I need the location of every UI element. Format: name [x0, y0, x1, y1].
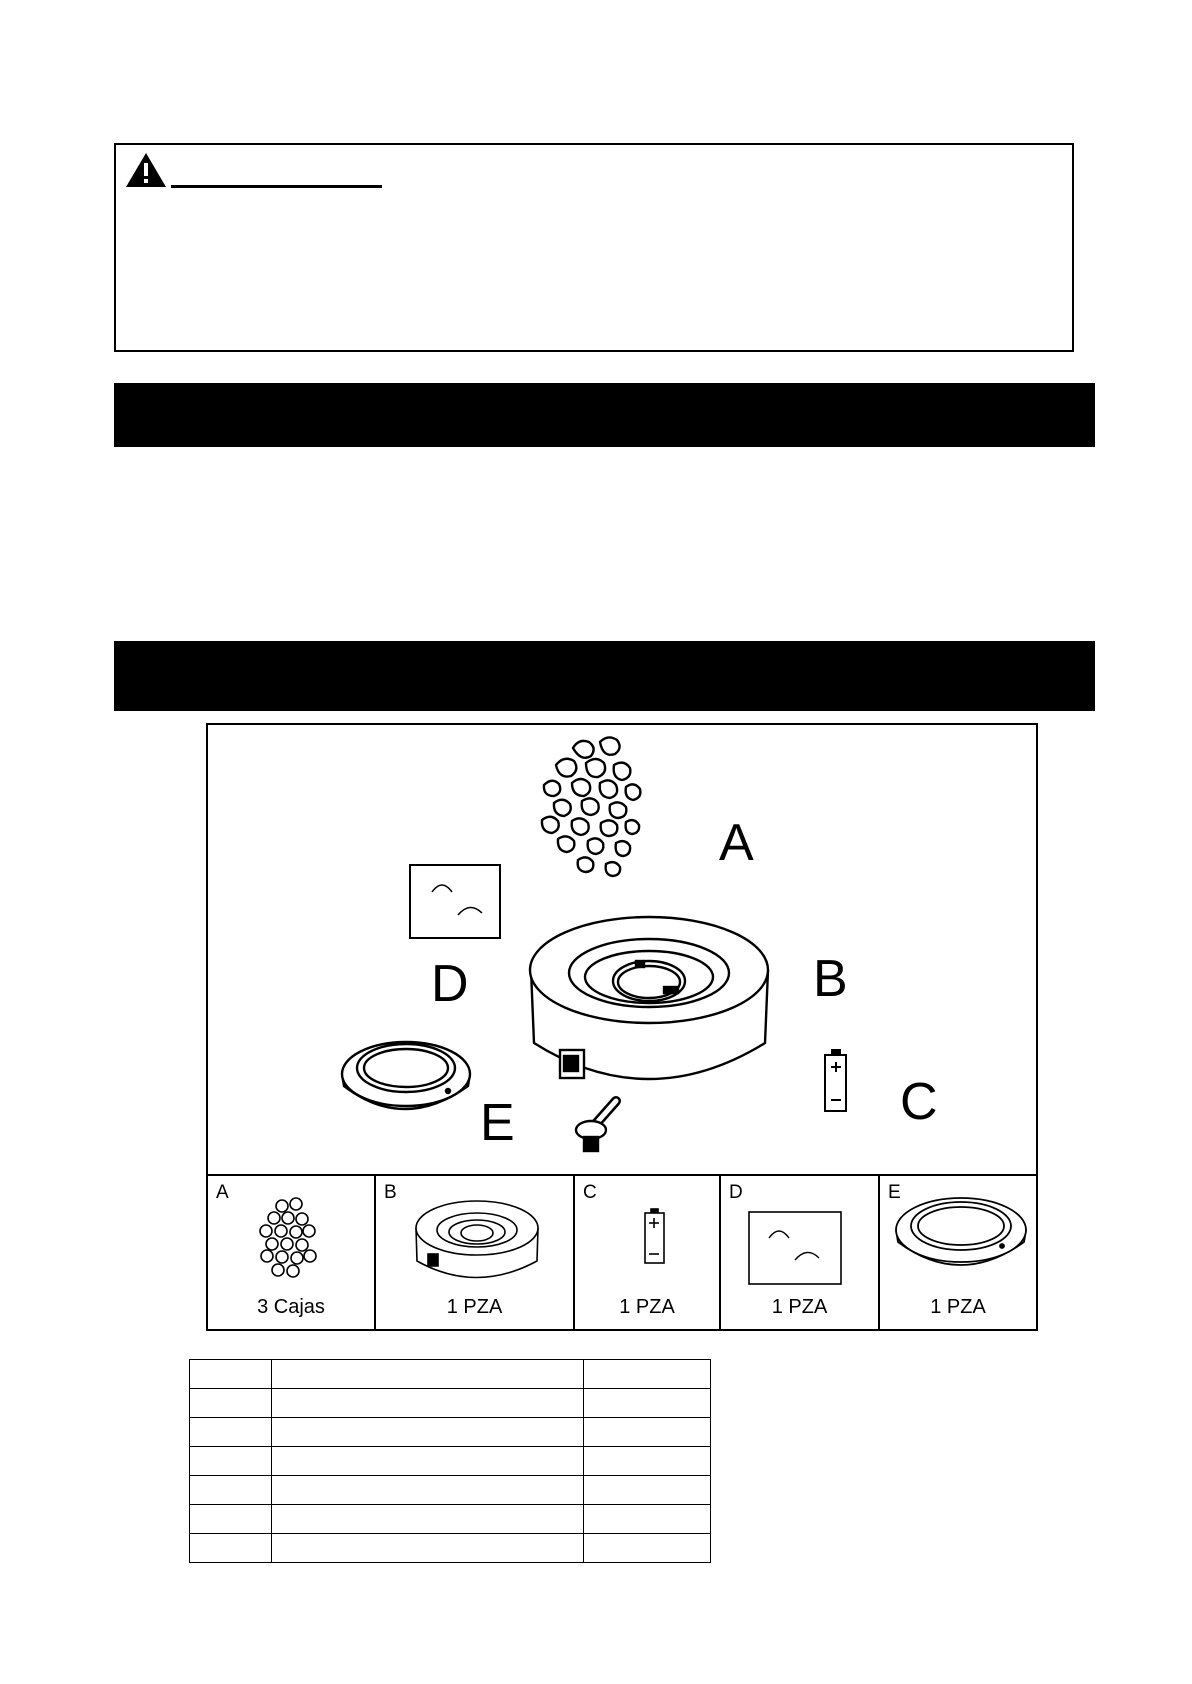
table-cell [584, 1476, 711, 1505]
table-cell [272, 1418, 584, 1447]
part-cell-b [376, 1176, 575, 1331]
table-cell [584, 1534, 711, 1563]
fire-pit-base-icon [530, 917, 768, 1151]
section-header-bar-parts [114, 641, 1095, 711]
diagram-label-a: A [719, 814, 754, 872]
diagram-label-c: C [900, 1073, 938, 1131]
part-quantity: 1 PZA [446, 1296, 503, 1318]
table-cell [272, 1505, 584, 1534]
table-cell [190, 1534, 272, 1563]
parts-list-strip [208, 1174, 1036, 1331]
diagram-label-e: E [480, 1094, 515, 1152]
table-cell [190, 1505, 272, 1534]
part-quantity: 1 PZA [771, 1296, 828, 1318]
part-letter: B [384, 1182, 397, 1203]
burner-ring-icon [342, 1042, 470, 1109]
table-cell [584, 1447, 711, 1476]
table-cell [272, 1534, 584, 1563]
table-row [190, 1534, 711, 1563]
warning-title-underline [171, 185, 382, 188]
part-cell-e [880, 1176, 1036, 1331]
table-cell [272, 1389, 584, 1418]
part-letter: E [888, 1182, 901, 1203]
table-cell [190, 1418, 272, 1447]
table-row [190, 1505, 711, 1534]
table-cell [190, 1476, 272, 1505]
table-cell [190, 1447, 272, 1476]
part-cell-a [208, 1176, 376, 1331]
warning-box [114, 143, 1074, 352]
diagram-label-d: D [431, 955, 469, 1013]
part-cell-c [575, 1176, 721, 1331]
table-cell [190, 1389, 272, 1418]
table-cell [190, 1360, 272, 1389]
table-cell [584, 1360, 711, 1389]
battery-icon [825, 1050, 846, 1111]
part-quantity: 1 PZA [930, 1296, 986, 1318]
table-row [190, 1447, 711, 1476]
table-row [190, 1476, 711, 1505]
table-row [190, 1389, 711, 1418]
table-row [190, 1360, 711, 1389]
table-cell [272, 1447, 584, 1476]
table-cell [584, 1505, 711, 1534]
parts-table [189, 1359, 711, 1563]
part-quantity: 3 Cajas [257, 1296, 325, 1318]
parts-diagram [206, 723, 1038, 1331]
warning-triangle-icon [125, 151, 167, 189]
stones-icon [542, 737, 640, 876]
part-letter: A [216, 1182, 229, 1203]
part-letter: C [583, 1182, 597, 1203]
part-cell-d [721, 1176, 880, 1331]
diagram-label-b: B [813, 950, 848, 1008]
table-cell [584, 1389, 711, 1418]
table-cell [584, 1418, 711, 1447]
manual-sheet-icon [410, 865, 500, 938]
part-quantity: 1 PZA [619, 1296, 675, 1318]
table-cell [272, 1360, 584, 1389]
table-cell [272, 1476, 584, 1505]
table-row [190, 1418, 711, 1447]
section-header-bar [114, 383, 1095, 447]
part-letter: D [729, 1182, 743, 1203]
